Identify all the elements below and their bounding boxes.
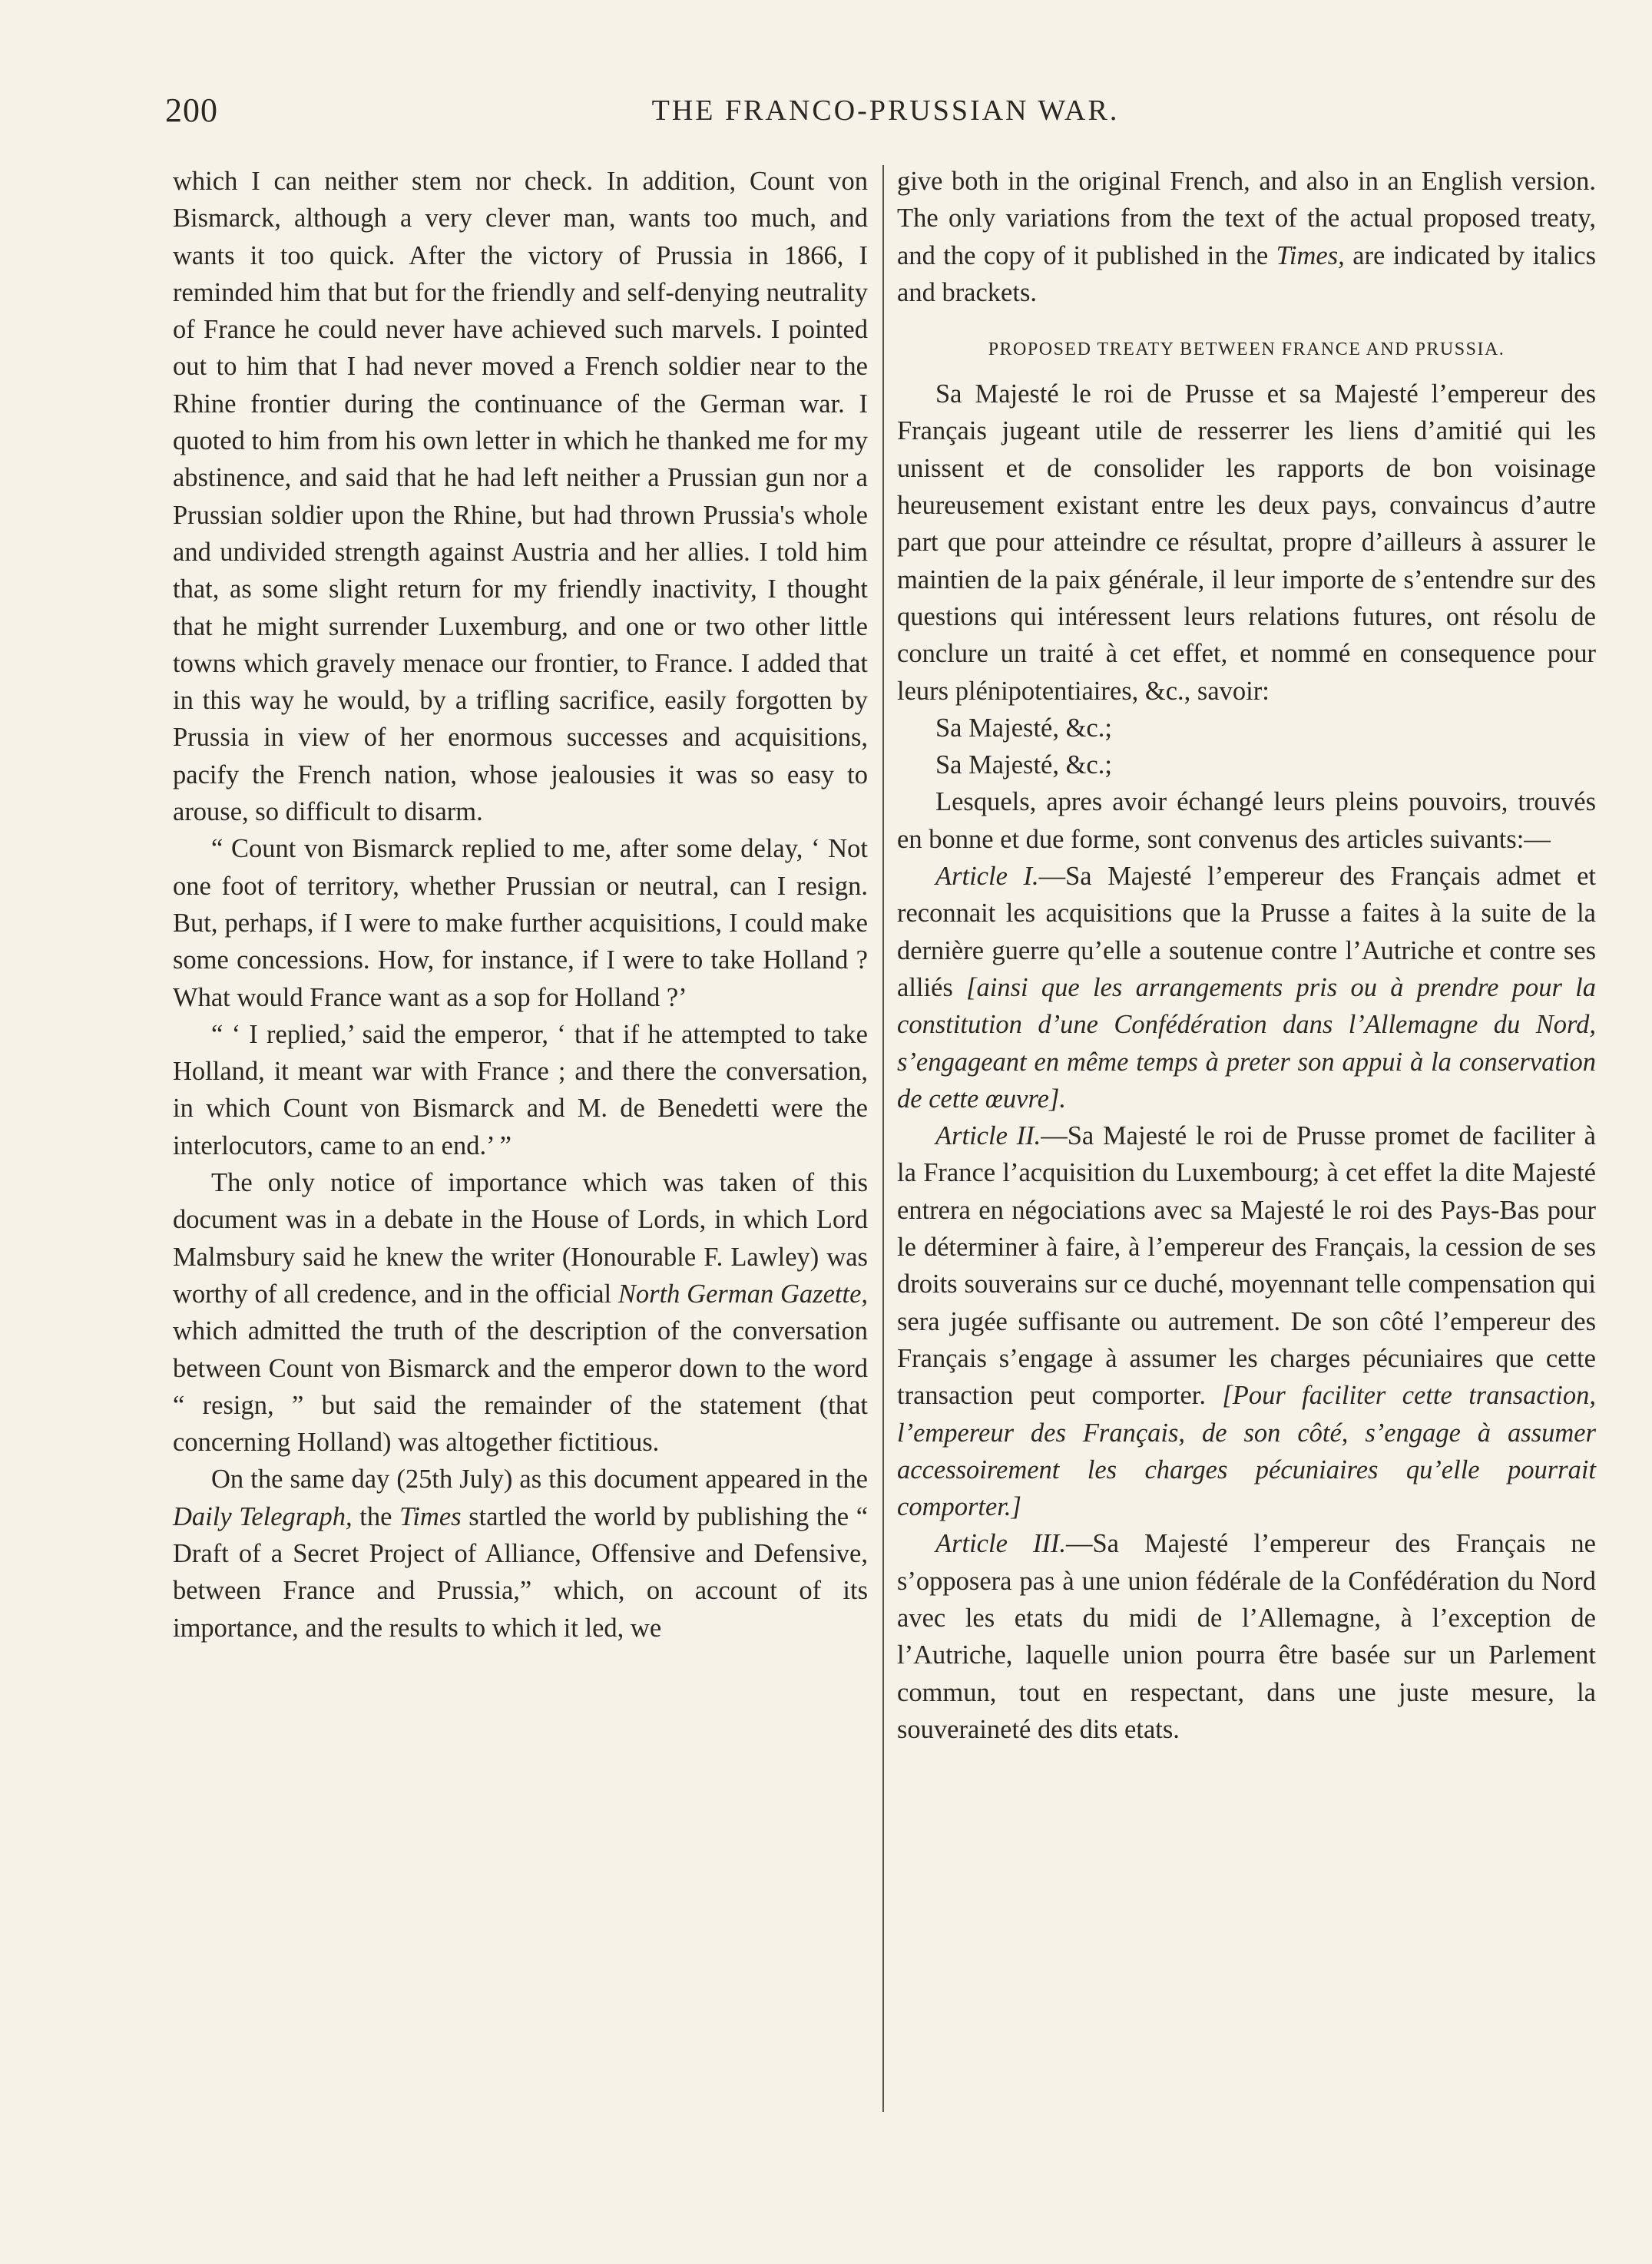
publication-name: Times	[399, 1501, 462, 1531]
publication-name: Daily Telegraph,	[173, 1501, 353, 1531]
article-label: Article III.	[935, 1529, 1066, 1559]
article-label: Article II.	[935, 1121, 1041, 1151]
page-number: 200	[165, 91, 218, 129]
publication-name: Times,	[1276, 240, 1345, 270]
column-divider	[882, 165, 884, 2112]
section-title: PROPOSED TREATY BETWEEN FRANCE AND PRUSSIA.	[988, 339, 1505, 360]
article-italic-variant: [Pour faciliter cette transaction, l’empereur des Français, de son côté, s’engage à assumer accessoirement les charges pécuniaires qu’elle pourrait comporter.]	[897, 1381, 1596, 1522]
article-2: Article II.—Sa Majesté le roi de Prusse promet de faciliter à la France l’acquisition du Luxembourg; à cet effet la dite Majesté entrera en négociations avec sa Majesté le roi des Pays-Bas pour le déterminer à faire, à l’empereur des Français, la cession de ses droits souverains sur ce duché, moyennant telle compensation qui sera jugée suffisante ou autrement. De son côté l’empereur des Français s’engage à assumer les charges pécuniaires que cette transaction peut comporter. [Pour faciliter cette transaction, l’empereur des Français, de son côté, s’engage à assumer accessoirement les charges pécuniaires qu’elle pourrait comporter.]	[897, 1121, 1596, 1522]
right-column	[897, 163, 1596, 1748]
paragraph: “ Count von Bismarck replied to me, after some delay, ‘ Not one foot of territory, whether Prussian or neutral, can I resign. But, perhaps, if I were to make further acquisitions, I could make some concessions. How, for instance, if I were to take Holland ? What would France want as a sop for Holland ?’	[173, 834, 868, 1012]
paragraph: which I can neither stem nor check. In addition, Count von Bismarck, although a very clever man, wants too much, and wants it too quick. After the victory of Prussia in 1866, I reminded him that but for the friendly and self-denying neutrality of France he could never have achieved such marvels. I pointed out to him that I had never moved a French soldier near to the Rhine frontier during the continuance of the German war. I quoted to him from his own letter in which he thanked me for my abstinence, and said that he had left neither a Prussian gun nor a Prussian soldier upon the Rhine, but had thrown Prussia's whole and undivided strength against Austria and her allies. I told him that, as some slight return for my friendly inactivity, I thought that he might surrender Luxemburg, and one or two other little towns which gravely menace our frontier, to France. I added that in this way he would, by a trifling sacrifice, easily forgotten by Prussia in view of her enormous successes and acquisitions, pacify the French nation, whose jealousies it was so easy to arouse, so difficult to disarm.	[173, 167, 868, 827]
article-italic-variant: [ainsi que les arrangements pris ou à prendre pour la constitution d’une Confédération dans l’Allemagne du Nord, s’engageant en même temps à preter son appui à la conservation de cette œuvre].	[897, 972, 1596, 1114]
article-label: Article I.	[935, 862, 1039, 892]
article-1: Article I.—Sa Majesté l’empereur des Français admet et reconnait les acquisitions que la Prusse a faites à la suite de la dernière guerre qu’elle a soutenue contre l’Autriche et contre ses alliés [ainsi que les arrangements pris ou à prendre pour la constitution d’une Confédération dans l’Allemagne du Nord, s’engageant en même temps à preter son appui à la conservation de cette œuvre].	[897, 862, 1596, 1114]
running-title: THE FRANCO-PRUSSIAN WAR.	[651, 94, 1120, 127]
paragraph: The only notice of importance which was taken of this document was in a debate in the House of Lords, in which Lord Malmsbury said he knew the writer (Honourable F. Lawley) was worthy of all credence, and in the official North German Gazette, which admitted the truth of the description of the conversation between Count von Bismarck and the emperor down to the word “ resign, ” but said the remainder of the statement (that concerning Holland) was altogether fictitious.	[173, 1168, 869, 1458]
paragraph: Lesquels, apres avoir échangé leurs pleins pouvoirs, trouvés en bonne et due forme, sont convenus des articles suivants:—	[897, 787, 1596, 854]
paragraph: “ ‘ I replied,’ said the emperor, ‘ that if he attempted to take Holland, it meant war with France ; and there the conversation, in which Count von Bismarck and M. de Benedetti were the interlocutors, came to an end.’ ”	[173, 1019, 868, 1160]
left-column	[173, 163, 868, 1647]
paragraph: Sa Majesté le roi de Prusse et sa Majesté l’empereur des Français jugeant utile de resserrer les liens d’amitié qui les unissent et de consolider les rapports de bon voisinage heureusement existant entre les deux pays, convaincus d’autre part que pour atteindre ce résultat, propre d’ailleurs à assurer le maintien de la paix générale, il leur importe de s’entendre sur des questions qui intéressent leurs relations futures, ont résolu de conclure un traité à cet effet, et nommé en consequence pour leurs plénipotentiaires, &c., savoir:	[897, 379, 1596, 706]
paragraph: Sa Majesté, &c.;	[935, 750, 1112, 780]
publication-name: North German Gazette,	[617, 1279, 869, 1309]
paragraph: Sa Majesté, &c.;	[935, 713, 1112, 743]
paragraph: On the same day (25th July) as this document appeared in the Daily Telegraph, the Times startled the world by publishing the “ Draft of a Secret Project of Alliance, Offensive and Defensive, between France and Prussia,” which, on account of its importance, and the results to which it led, we	[173, 1465, 869, 1643]
article-3: Article III.—Sa Majesté l’empereur des Français ne s’opposera pas à une union fédérale de la Confédération du Nord avec les etats du midi de l’Allemagne, à l’exception de l’Autriche, laquelle union pourra être basée sur un Parlement commun, tout en respectant, dans une juste mesure, la souveraineté des dits etats.	[897, 1529, 1596, 1744]
paragraph: give both in the original French, and also in an English version. The only variations from the text of the actual proposed treaty, and the copy of it published in the Times, are indicated by italics and brackets.	[897, 167, 1597, 307]
running-head	[165, 91, 1498, 137]
